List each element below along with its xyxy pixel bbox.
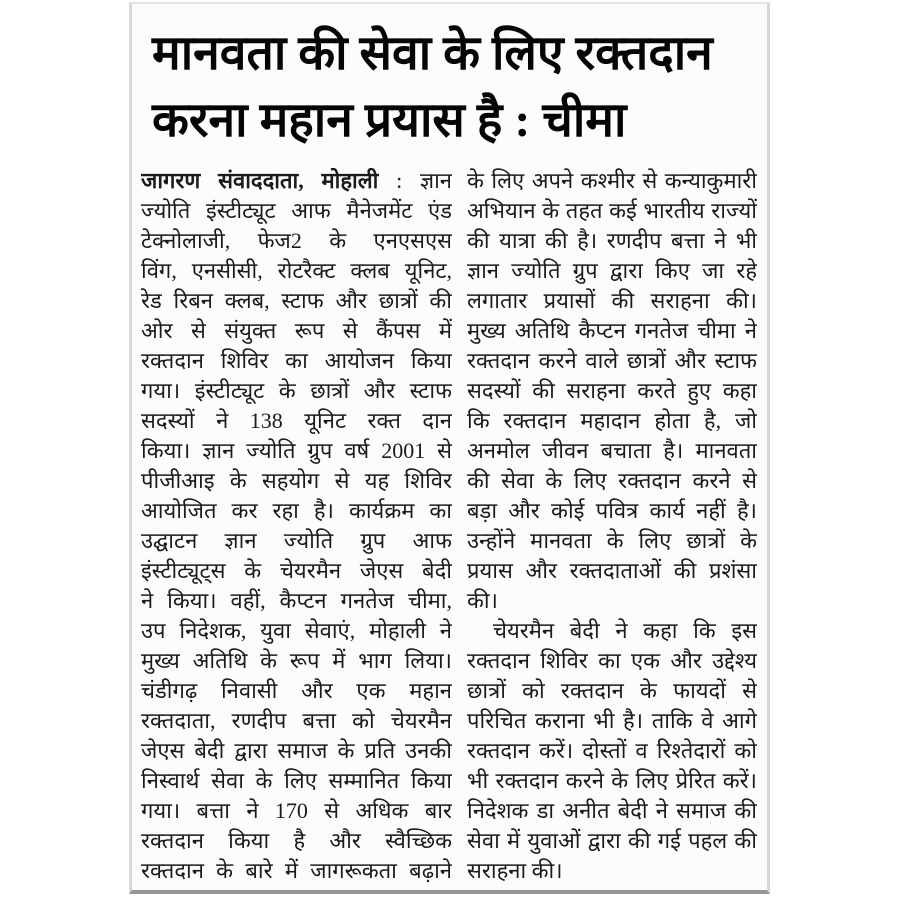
- headline-line-2: करना महान प्रयास है : चीमा: [152, 94, 627, 147]
- body-line: मुख्य अतिथि कैप्टन गनतेज चीमा ने: [467, 318, 757, 343]
- body-line: रक्तदान किया है और स्वैच्छिक: [141, 828, 452, 853]
- body-line: प्रयास और रक्तदाताओं की प्रशंसा: [467, 558, 757, 583]
- body-line: इंस्टीट्यूट्स के चेयरमैन जेएस बेदी: [141, 558, 452, 583]
- body-line: ज्ञान ज्योति ग्रुप द्वारा किए जा रहे: [467, 258, 757, 283]
- body-line: चंडीगढ़ निवासी और एक महान: [141, 678, 452, 703]
- headline-line-1: मानवता की सेवा के लिए रक्तदान: [152, 27, 713, 80]
- body-line: के लिए अपने कश्मीर से कन्याकुमारी: [467, 168, 757, 193]
- body-line: जेएस बेदी द्वारा समाज के प्रति उनकी: [141, 738, 452, 763]
- body-line: निस्वार्थ सेवा के लिए सम्मानित किया: [141, 768, 452, 793]
- body-line: पीजीआइ के सहयोग से यह शिविर: [141, 468, 452, 493]
- body-line: गया। बत्ता ने 170 से अधिक बार: [141, 798, 452, 823]
- byline-bold: जागरण संवाददाता, मोहाली: [141, 168, 379, 193]
- body-line: किया। ज्ञान ज्योति ग्रुप वर्ष 2001 से: [141, 438, 452, 463]
- body-line: सराहना की।: [467, 858, 563, 883]
- body-line: चेयरमैन बेदी ने कहा कि इस: [493, 618, 757, 643]
- body-line: ओर से संयुक्त रूप से कैंपस में: [141, 318, 452, 343]
- body-line: ज्योति इंस्टीट्यूट आफ मैनेजमेंट एंड: [141, 198, 452, 223]
- body-line: रक्तदान शिविर का एक और उद्देश्य: [467, 648, 757, 673]
- newspaper-clipping: [129, 2, 770, 894]
- body-line: रक्तदान करने वाले छात्रों और स्टाफ: [467, 348, 757, 373]
- body-line: सदस्यों ने 138 यूनिट रक्त दान: [141, 408, 452, 433]
- article-column-right: [467, 166, 757, 886]
- body-line: अनमोल जीवन बचाता है। मानवता: [467, 438, 757, 463]
- body-line: लगातार प्रयासों की सराहना की।: [467, 288, 757, 313]
- body-line: जागरण संवाददाता, मोहाली : ज्ञान: [141, 168, 452, 193]
- body-line: रक्तदान करें। दोस्तों व रिश्तेदारों को: [467, 738, 757, 763]
- body-line: उप निदेशक, युवा सेवाएं, मोहाली ने: [141, 618, 452, 643]
- body-line: उन्होंने मानवता के लिए छात्रों के: [467, 528, 757, 553]
- body-line: छात्रों को रक्तदान के फायदों से: [467, 678, 757, 703]
- body-line: रक्तदान के बारे में जागरूकता बढ़ाने: [141, 858, 452, 883]
- body-line: विंग, एनसीसी, रोटरैक्ट क्लब यूनिट,: [141, 258, 452, 283]
- body-line: निदेशक डा अनीत बेदी ने समाज की: [467, 798, 757, 823]
- body-line: मुख्य अतिथि के रूप में भाग लिया।: [141, 648, 452, 673]
- headline: [132, 4, 767, 154]
- body-line: उद्घाटन ज्ञान ज्योति ग्रुप आफ: [141, 528, 452, 553]
- body-line: रेड रिबन क्लब, स्टाफ और छात्रों की: [141, 288, 452, 313]
- article-column-left: [141, 166, 452, 886]
- body-line: की।: [467, 588, 498, 613]
- body-line: गया। इंस्टीट्यूट के छात्रों और स्टाफ: [141, 378, 452, 403]
- body-line: सदस्यों की सराहना करते हुए कहा: [467, 378, 757, 403]
- body-line: रक्तदाता, रणदीप बत्ता को चेयरमैन: [141, 708, 452, 733]
- body-line: की यात्रा की है। रणदीप बत्ता ने भी: [467, 228, 757, 253]
- body-line: की सेवा के लिए रक्तदान करने से: [467, 468, 757, 493]
- body-line: आयोजित कर रहा है। कार्यक्रम का: [141, 498, 452, 523]
- body-line: कि रक्तदान महादान होता है, जो: [467, 408, 757, 433]
- body-line: अभियान के तहत कई भारतीय राज्यों: [467, 198, 757, 223]
- body-line: परिचित कराना भी है। ताकि वे आगे: [467, 708, 757, 733]
- article-body: [132, 154, 767, 886]
- body-line: सेवा में युवाओं द्वारा की गई पहल की: [467, 828, 757, 853]
- body-line: भी रक्तदान करने के लिए प्रेरित करें।: [467, 768, 757, 793]
- body-line: बड़ा और कोई पवित्र कार्य नहीं है।: [467, 498, 757, 523]
- body-line: टेक्नोलाजी, फेज2 के एनएसएस: [141, 228, 452, 253]
- body-line: ने किया। वहीं, कैप्टन गनतेज चीमा,: [141, 588, 452, 613]
- body-line: रक्तदान शिविर का आयोजन किया: [141, 348, 452, 373]
